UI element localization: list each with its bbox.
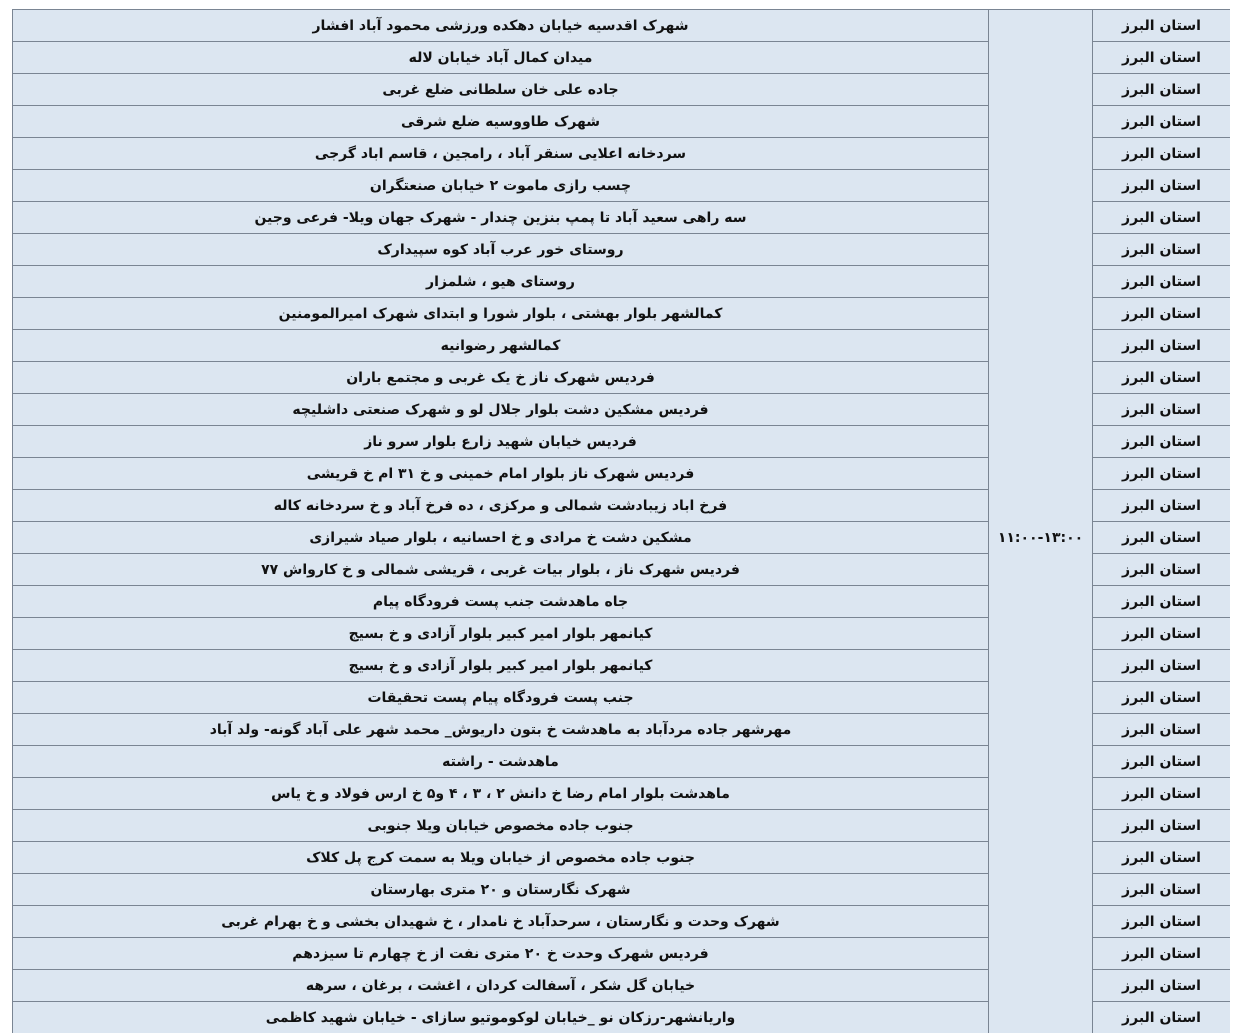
province-cell: استان البرز <box>1093 106 1231 138</box>
table-row <box>13 10 1231 42</box>
time-range-cell: ۱۱:۰۰-۱۳:۰۰ <box>989 10 1093 1033</box>
province-cell: استان البرز <box>1093 714 1231 746</box>
area-cell: کیانمهر بلوار امیر کبیر بلوار آزادی و خ بسیج <box>13 650 989 682</box>
province-cell: استان البرز <box>1093 970 1231 1002</box>
area-cell: جاده علی خان سلطانی ضلع غربی <box>13 74 989 106</box>
area-cell: کیانمهر بلوار امیر کبیر بلوار آزادی و خ بسیج <box>13 618 989 650</box>
area-cell: واریانشهر-رزکان نو _خیابان لوکوموتیو سازای - خیابان شهید کاظمی <box>13 1002 989 1033</box>
province-cell: استان البرز <box>1093 170 1231 202</box>
outage-schedule-sheet <box>12 9 1230 1033</box>
province-cell: استان البرز <box>1093 394 1231 426</box>
province-cell: استان البرز <box>1093 522 1231 554</box>
province-cell: استان البرز <box>1093 618 1231 650</box>
province-cell: استان البرز <box>1093 554 1231 586</box>
province-cell: استان البرز <box>1093 10 1231 42</box>
province-cell: استان البرز <box>1093 650 1231 682</box>
province-cell: استان البرز <box>1093 490 1231 522</box>
area-cell: فردیس مشکین دشت بلوار جلال لو و شهرک صنعتی داشلیچه <box>13 394 989 426</box>
province-cell: استان البرز <box>1093 586 1231 618</box>
area-cell: ماهدشت - راشته <box>13 746 989 778</box>
area-cell: جنوب جاده مخصوص خیابان ویلا جنوبی <box>13 810 989 842</box>
province-cell: استان البرز <box>1093 234 1231 266</box>
province-cell: استان البرز <box>1093 330 1231 362</box>
area-cell: فردیس شهرک ناز خ یک غربی و مجتمع باران <box>13 362 989 394</box>
outage-table-body <box>13 10 1231 1033</box>
area-cell: فردیس شهرک ناز بلوار امام خمینی و خ ۳۱ ام خ قریشی <box>13 458 989 490</box>
area-cell: شهرک اقدسیه خیابان دهکده ورزشی محمود آباد افشار <box>13 10 989 42</box>
area-cell: فردیس شهرک ناز ، بلوار بیات غربی ، قریشی شمالی و خ کارواش ۷۷ <box>13 554 989 586</box>
province-cell: استان البرز <box>1093 938 1231 970</box>
province-cell: استان البرز <box>1093 298 1231 330</box>
outage-schedule-table <box>12 9 1230 1033</box>
province-cell: استان البرز <box>1093 746 1231 778</box>
province-cell: استان البرز <box>1093 874 1231 906</box>
area-cell: مهرشهر جاده مردآباد به ماهدشت خ بتون داریوش_ محمد شهر علی آباد گونه- ولد آباد <box>13 714 989 746</box>
area-cell: جنب پست فرودگاه پیام پست تحقیقات <box>13 682 989 714</box>
province-cell: استان البرز <box>1093 426 1231 458</box>
area-cell: فرخ اباد زیبادشت شمالی و مرکزی ، ده فرخ آباد و خ سردخانه کاله <box>13 490 989 522</box>
area-cell: مشکین دشت خ مرادی و خ احسانیه ، بلوار صیاد شیرازی <box>13 522 989 554</box>
province-cell: استان البرز <box>1093 74 1231 106</box>
province-cell: استان البرز <box>1093 202 1231 234</box>
area-cell: شهرک طاووسیه ضلع شرقی <box>13 106 989 138</box>
area-cell: ماهدشت بلوار امام رضا خ دانش ۲ ، ۳ ، ۴ و۵ خ ارس فولاد و خ یاس <box>13 778 989 810</box>
area-cell: جنوب جاده مخصوص از خیابان ویلا به سمت کرج پل کلاک <box>13 842 989 874</box>
area-cell: شهرک نگارستان و ۲۰ متری بهارستان <box>13 874 989 906</box>
area-cell: فردیس شهرک وحدت خ ۲۰ متری نفت از خ چهارم تا سیزدهم <box>13 938 989 970</box>
area-cell: چسب رازی ماموت ۲ خیابان صنعتگران <box>13 170 989 202</box>
province-cell: استان البرز <box>1093 266 1231 298</box>
province-cell: استان البرز <box>1093 138 1231 170</box>
area-cell: سردخانه اعلایی سنقر آباد ، رامجین ، قاسم اباد گرجی <box>13 138 989 170</box>
province-cell: استان البرز <box>1093 842 1231 874</box>
area-cell: سه راهی سعید آباد تا پمپ بنزین چندار - شهرک جهان ویلا- فرعی وجین <box>13 202 989 234</box>
province-cell: استان البرز <box>1093 906 1231 938</box>
area-cell: روستای خور عرب آباد کوه سپیدارک <box>13 234 989 266</box>
province-cell: استان البرز <box>1093 1002 1231 1033</box>
area-cell: جاه ماهدشت جنب پست فرودگاه پیام <box>13 586 989 618</box>
province-cell: استان البرز <box>1093 362 1231 394</box>
area-cell: میدان کمال آباد خیابان لاله <box>13 42 989 74</box>
area-cell: روستای هیو ، شلمزار <box>13 266 989 298</box>
province-cell: استان البرز <box>1093 810 1231 842</box>
area-cell: خیابان گل شکر ، آسفالت کردان ، اغشت ، برغان ، سرهه <box>13 970 989 1002</box>
province-cell: استان البرز <box>1093 458 1231 490</box>
area-cell: کمالشهر بلوار بهشتی ، بلوار شورا و ابتدای شهرک امیرالمومنین <box>13 298 989 330</box>
area-cell: شهرک وحدت و نگارستان ، سرحدآباد خ نامدار ، خ شهیدان بخشی و خ بهرام غربی <box>13 906 989 938</box>
province-cell: استان البرز <box>1093 778 1231 810</box>
province-cell: استان البرز <box>1093 682 1231 714</box>
area-cell: فردیس خیابان شهید زارع بلوار سرو ناز <box>13 426 989 458</box>
province-cell: استان البرز <box>1093 42 1231 74</box>
area-cell: کمالشهر رضوانیه <box>13 330 989 362</box>
